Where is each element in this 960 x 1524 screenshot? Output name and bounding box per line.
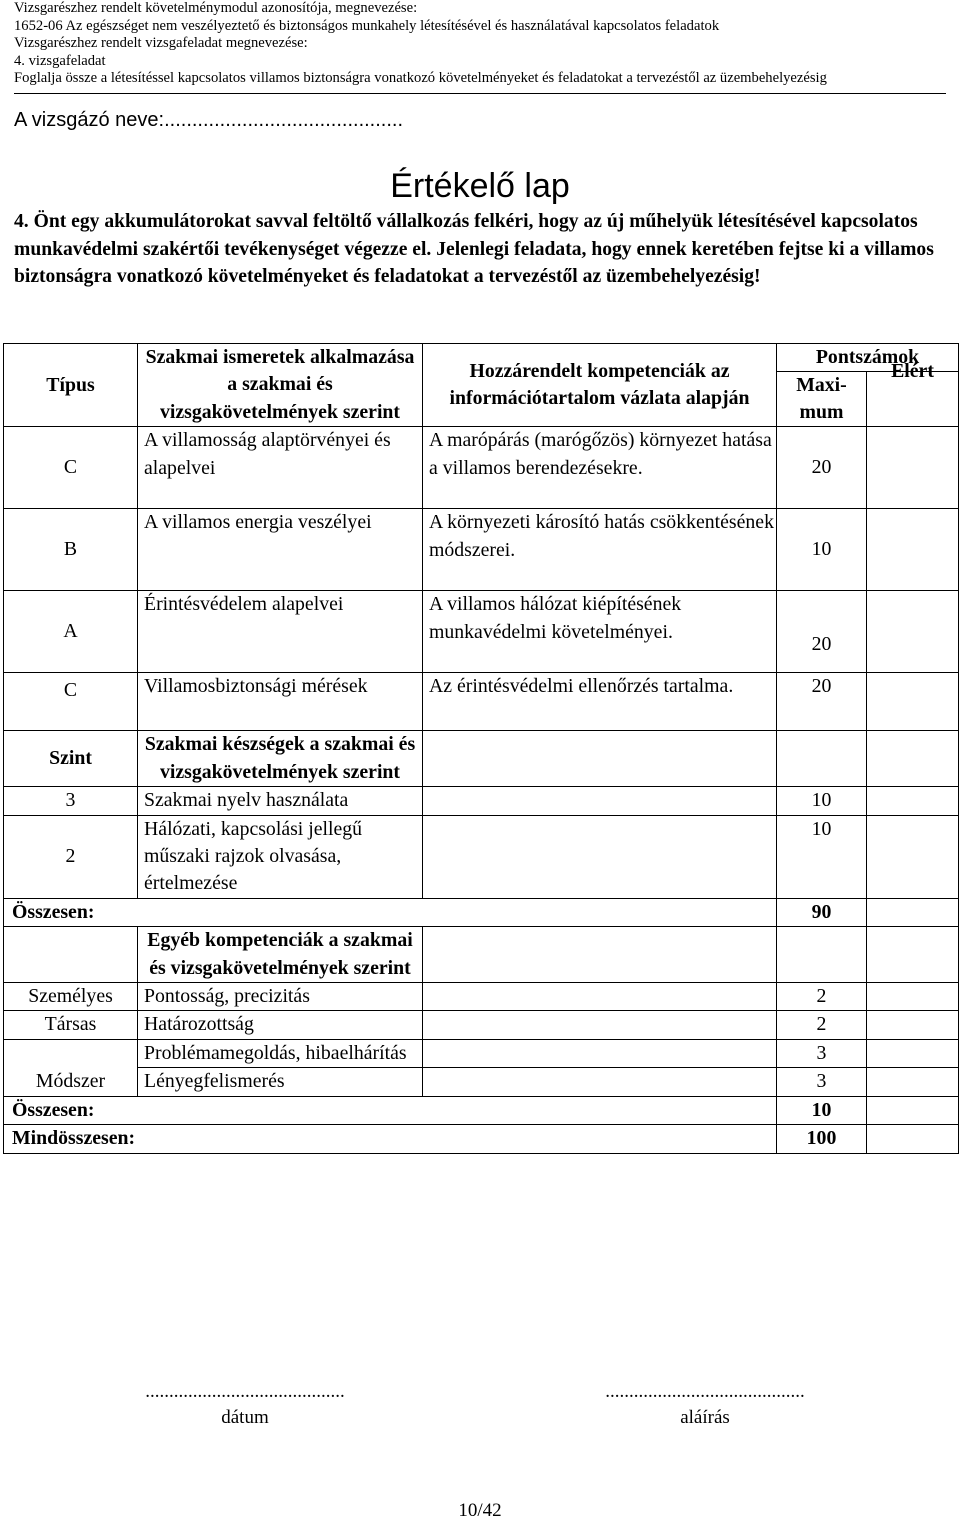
competence-max-points: 2 [777,983,867,1011]
competence-topic: Határozottság [138,1011,423,1039]
page-title: Értékelő lap [390,167,570,205]
col-header-achieved [867,360,959,427]
subtotal-label: Összesen: [4,1096,777,1124]
knowledge-row [4,509,959,591]
other-competence-header-row [4,927,959,983]
subtotal-row [4,898,959,926]
empty-cell [777,731,867,787]
col-header-max: Maxi- mum [777,372,867,427]
col-header-knowledge: Szakmai ismeretek alkalmazása a szakmai és vizsgakövetelmények szerint [138,344,423,427]
empty-cell [423,1068,777,1096]
skill-topic: Szakmai nyelv használata [138,787,423,815]
row-content: Az érintésvédelmi ellenőrzés tartalma. [423,673,777,731]
signature-label: aláírás [680,1407,730,1428]
grand-total-value: 100 [777,1125,867,1153]
subtotal-achieved[interactable] [867,1096,959,1124]
date-field[interactable] [100,1379,390,1431]
table-header-row-1 [4,344,959,372]
subtotal-value: 10 [777,1096,867,1124]
grand-total-achieved[interactable] [867,1125,959,1153]
empty-cell [867,927,959,983]
row-max-points: 10 [777,509,867,591]
row-type: C [4,673,138,731]
header-line-module-name: 1652-06 Az egészséget nem veszélyeztető és biztonságos munkahely létesítésével és használatával kapcsolatos feladatok [14,17,720,34]
other-competence-header: Egyéb kompetenciák a szakmai és vizsgakövetelmények szerint [138,927,423,983]
date-dotted-line: .......................................... [145,1381,345,1402]
task-description: 4. Önt egy akkumulátorokat savval feltöltő vállalkozás felkéri, hogy az új műhelyük létesítésével kapcsolatos munkavédelmi szakértői tevékenységet végezze el. Jelenlegi feladata, hogy ennek keretében fejtse ki a villamos biztonságra vonatkozó követelményeket és feladatokat a tervezéstől az üzembehelyezésig! [14,211,934,287]
header-line-task-label: Vizsgarészhez rendelt vizsgafeladat megnevezése: [14,35,308,52]
row-max-points: 20 [777,427,867,509]
competence-topic: Pontosság, precizitás [138,983,423,1011]
competence-topic: Problémamegoldás, hibaelhárítás [138,1039,423,1067]
skills-header: Szakmai készségek a szakmai és vizsgakövetelmények szerint [138,731,423,787]
header-line-task-number: 4. vizsgafeladat [14,52,106,69]
page-number: 10/42 [458,1500,502,1521]
header-line-module-label: Vizsgarészhez rendelt követelménymodul azonosítója, megnevezése: [14,0,418,16]
skills-row [4,815,959,898]
col-header-points: Pontszámok [777,344,959,372]
row-achieved-points[interactable] [867,509,959,591]
empty-cell [867,731,959,787]
competence-topic: Lényegfelismerés [138,1068,423,1096]
row-type: A [4,591,138,673]
competence-achieved-points[interactable] [867,1039,959,1067]
competence-max-points: 3 [777,1039,867,1067]
signature-field[interactable] [560,1379,850,1431]
subtotal-row [4,1096,959,1124]
subtotal-label: Összesen: [4,898,777,926]
empty-cell [777,927,867,983]
skill-achieved-points[interactable] [867,815,959,898]
empty-cell [423,1039,777,1067]
skills-header-row [4,731,959,787]
skill-level: 2 [4,815,138,898]
grand-total-row [4,1125,959,1153]
other-competence-row [4,1068,959,1096]
signature-dotted-line: .......................................... [605,1381,805,1402]
competence-group: Módszer [4,1039,138,1096]
other-competence-row [4,983,959,1011]
competence-group: Személyes [4,983,138,1011]
row-topic: Érintésvédelem alapelvei [138,591,423,673]
empty-cell [423,927,777,983]
row-content: A környezeti károsító hatás csökkentésének módszerei. [423,509,777,591]
row-type: C [4,427,138,509]
knowledge-row [4,591,959,673]
empty-cell [423,731,777,787]
competence-achieved-points[interactable] [867,1011,959,1039]
col-header-competence: Hozzárendelt kompetenciák az információtartalom vázlata alapján [423,344,777,427]
skill-max-points: 10 [777,815,867,898]
competence-max-points: 3 [777,1068,867,1096]
row-topic: A villamos energia veszélyei [138,509,423,591]
evaluation-table [3,343,959,1154]
row-content: A villamos hálózat kiépítésének munkavédelmi követelményei. [423,591,777,673]
skill-level: 3 [4,787,138,815]
grand-total-label: Mindösszesen: [4,1125,777,1153]
empty-cell [423,815,777,898]
skill-max-points: 10 [777,787,867,815]
row-achieved-points[interactable] [867,427,959,509]
empty-cell [423,787,777,815]
row-achieved-points[interactable] [867,673,959,731]
page-header [14,0,949,88]
empty-cell [4,927,138,983]
row-content: A marópárás (marógőzös) környezet hatása a villamos berendezésekre. [423,427,777,509]
competence-group: Társas [4,1011,138,1039]
other-competence-row [4,1039,959,1067]
skills-level-header: Szint [4,731,138,787]
header-line-task-name: Foglalja össze a létesítéssel kapcsolatos villamos biztonságra vonatkozó követelményeket és feladatokat a tervezéstől az üzembehelyezésig [14,70,827,87]
col-header-type: Típus [4,344,138,427]
other-competence-row [4,1011,959,1039]
subtotal-achieved[interactable] [867,898,959,926]
candidate-name-line: A vizsgázó neve:........................................... [14,109,404,131]
row-max-points: 20 [777,673,867,731]
knowledge-row [4,427,959,509]
row-achieved-points[interactable] [867,591,959,673]
achieved-label: Elért [891,360,934,383]
knowledge-row [4,673,959,731]
skills-row [4,787,959,815]
competence-max-points: 2 [777,1011,867,1039]
row-max-points: 20 [777,591,867,673]
header-divider [14,93,946,94]
skill-achieved-points[interactable] [867,787,959,815]
row-topic: Villamosbiztonsági mérések [138,673,423,731]
competence-achieved-points[interactable] [867,1068,959,1096]
date-label: dátum [221,1407,269,1428]
row-type: B [4,509,138,591]
empty-cell [423,983,777,1011]
subtotal-value: 90 [777,898,867,926]
competence-achieved-points[interactable] [867,983,959,1011]
skill-topic: Hálózati, kapcsolási jellegű műszaki rajzok olvasása, értelmezése [138,815,423,898]
empty-cell [423,1011,777,1039]
row-topic: A villamosság alaptörvényei és alapelvei [138,427,423,509]
